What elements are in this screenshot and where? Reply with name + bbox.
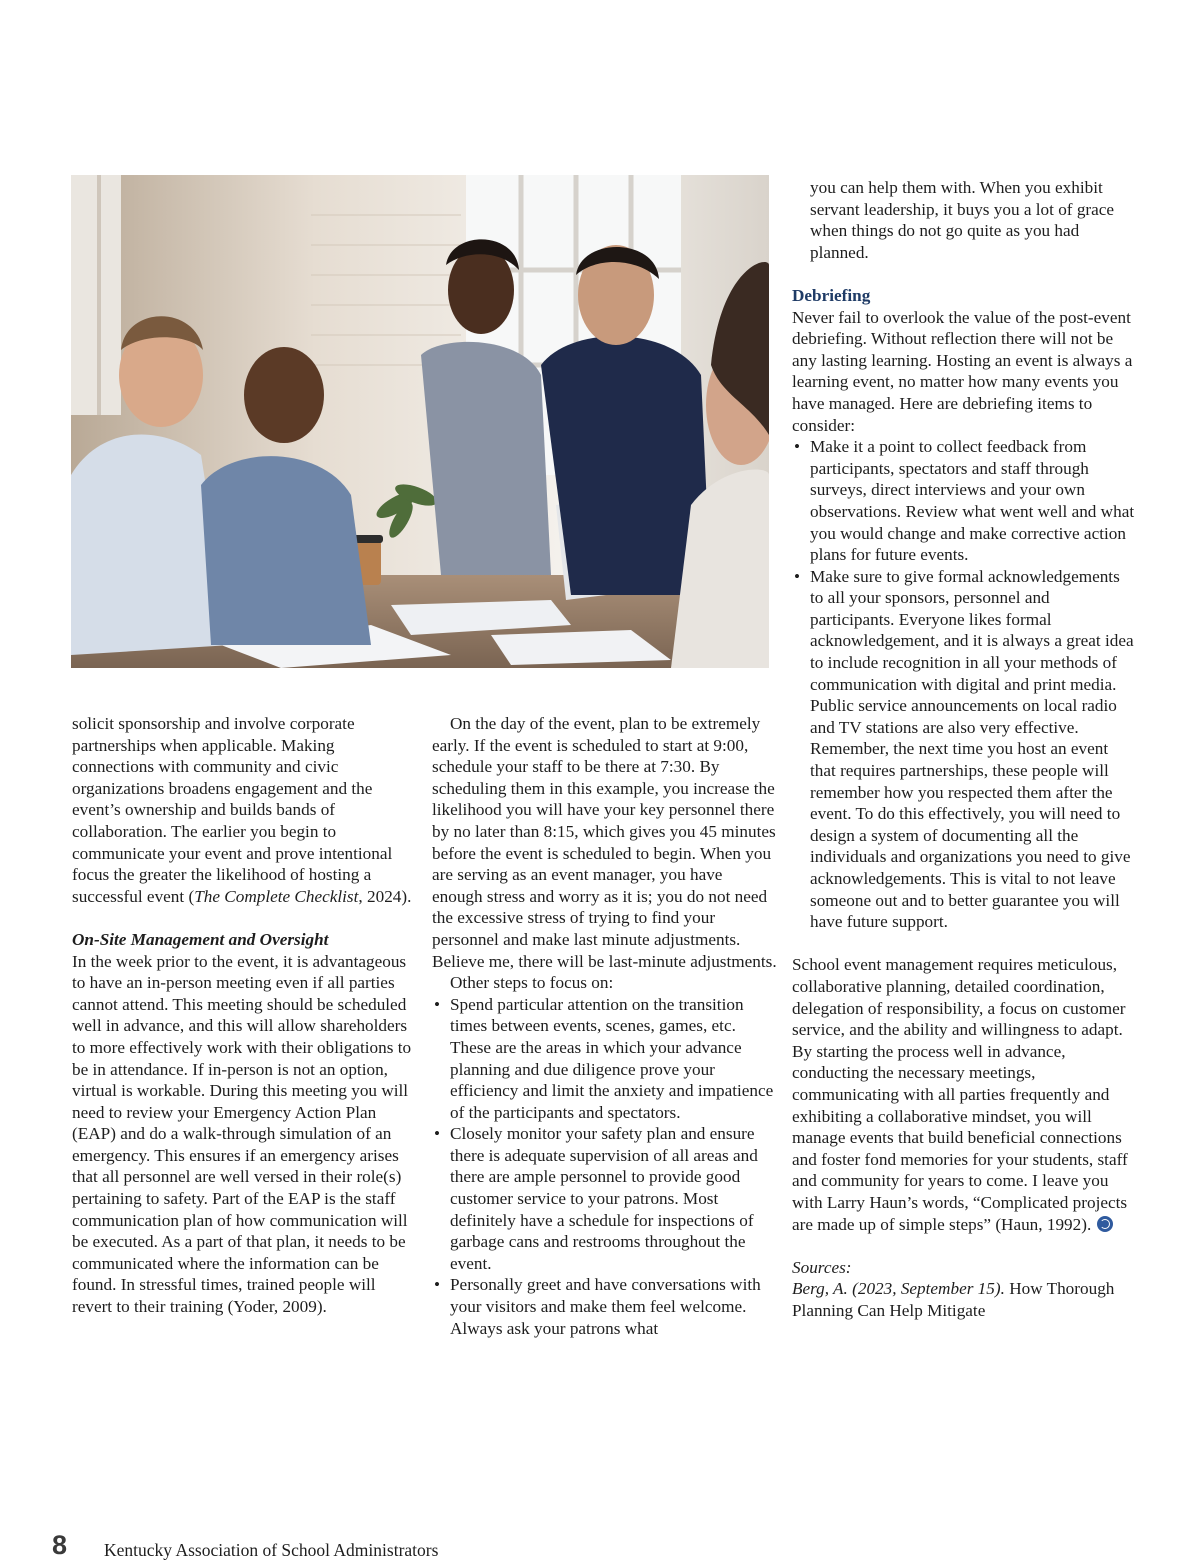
- section-heading-debriefing: Debriefing: [792, 285, 871, 305]
- page-number: 8: [52, 1530, 68, 1560]
- body-paragraph: Never fail to overlook the value of the post-event debriefing. Without reflection there will not be any lasting learning. Hosting an event is always a learning event, no matter how many events you have managed. Here are debriefing items to consider:: [792, 307, 1133, 435]
- body-paragraph: On the day of the event, plan to be extremely early. If the event is scheduled to start at 9:00, schedule your staff to be there at 7:30. By scheduling them in this example, you increase the likelihood you will have your key personnel there by no later than 8:15, which gives you 45 minutes before the event is scheduled to begin. When you are serving as an event manager, you have enough stress and worry as it is; you do not need the excessive stress of trying to find your personnel and make last minute adjustments. Believe me, there will be last-minute adjustments.: [432, 714, 777, 971]
- body-paragraph: In the week prior to the event, it is advantageous to have an in-person meeting even if all parties cannot attend. This meeting should be scheduled well in advance, and this will allow shareholders to more effectively work with their obligations to be in attendance. If in-person is not an option, virtual is workable. During this meeting you will need to review your Emergency Action Plan (EAP) and do a walk-through simulation of an emergency. This ensures if an emergency arises that all personnel are well versed in their role(s) pertaining to safety. Part of the EAP is the staff communication plan of how communication will be executed. As a part of that plan, it needs to be communicated where the information can be found. In stressful times, trained people will revert to their training (Yoder, 2009).: [72, 951, 412, 1317]
- source-author: Berg, A. (2023, September 15).: [792, 1279, 1005, 1299]
- sources-label: Sources:: [792, 1257, 852, 1277]
- source-title: How Thorough Planning Can Help Mitigate: [792, 1279, 1115, 1320]
- bullet-list: [792, 436, 1137, 933]
- column-3: [792, 177, 1137, 1321]
- body-paragraph: [792, 954, 1137, 1235]
- subheading-onsite: On-Site Management and Oversight: [72, 929, 329, 949]
- list-item: • Make it a point to collect feedback from participants, spectators and staff through surveys, direct interviews and your own observations. Review what went well and what you would change and make corrective action plans for future events.: [792, 436, 1137, 566]
- column-2: [432, 713, 777, 1339]
- body-text: solicit sponsorship and involve corporate partnerships when applicable. Making connections with community and civic organizations broadens engagement and the event’s ownership and builds bands of collaboration. The earlier you begin to communicate your event and prove intentional focus the greater the likelihood of hosting a successful event (: [72, 714, 393, 906]
- body-text: School event management requires meticulous, collaborative planning, detailed coordination, delegation of responsibility, a focus on customer service, and the ability and willingness to adapt. By starting the process well in advance, conducting the necessary meetings, communicating with all parties frequently and exhibiting a collaborative mindset, you will manage events that build beneficial connections and foster fond memories for your students, staff and community for years to come. I leave you with Larry Haun’s words, “Complicated projects are made up of simple steps” (Haun, 1992).: [792, 955, 1128, 1234]
- body-paragraph: Other steps to focus on:: [450, 973, 614, 993]
- list-item: • Closely monitor your safety plan and ensure there is adequate supervision of all areas and there are ample personnel to provide good customer service to your patrons. Most definitely have a schedule for inspections of garbage cans and restrooms throughout the event.: [432, 1123, 777, 1274]
- meeting-photo: [71, 175, 769, 668]
- list-item: • Personally greet and have conversations with your visitors and make them feel welcome. Always ask your patrons what: [432, 1274, 777, 1339]
- body-paragraph: [72, 713, 417, 907]
- bullet-list: [432, 994, 777, 1340]
- body-paragraph: you can help them with. When you exhibit servant leadership, it buys you a lot of grace when things do not go quite as you had planned.: [810, 178, 1115, 262]
- list-item: • Make sure to give formal acknowledgements to all your sponsors, personnel and participants. Everyone likes formal acknowledgement, and it is always a great idea to include recognition in all your methods of communication with digital and print media. Public service announcements on local radio and TV stations are also very effective. Remember, the next time you host an event that requires partnerships, these people will remember how you respected them after the event. To do this effectively, you will need to design a system of documenting all the individuals and organizations you need to give acknowledgements. This is vital to not leave someone out and to better guarantee you will have future support.: [792, 566, 1137, 933]
- column-1: [72, 713, 417, 1318]
- list-item: • Spend particular attention on the transition times between events, scenes, games, etc. These are the areas in which your advance planning and due diligence prove your efficiency and limit the anxiety and impatience of the participants and spectators.: [432, 994, 777, 1124]
- body-text: , 2024).: [358, 886, 412, 906]
- citation-title: The Complete Checklist: [194, 886, 359, 906]
- publication-name: Kentucky Association of School Administrators: [104, 1540, 439, 1560]
- basketball-end-icon: [1097, 1216, 1113, 1232]
- source-entry: [792, 1278, 1137, 1321]
